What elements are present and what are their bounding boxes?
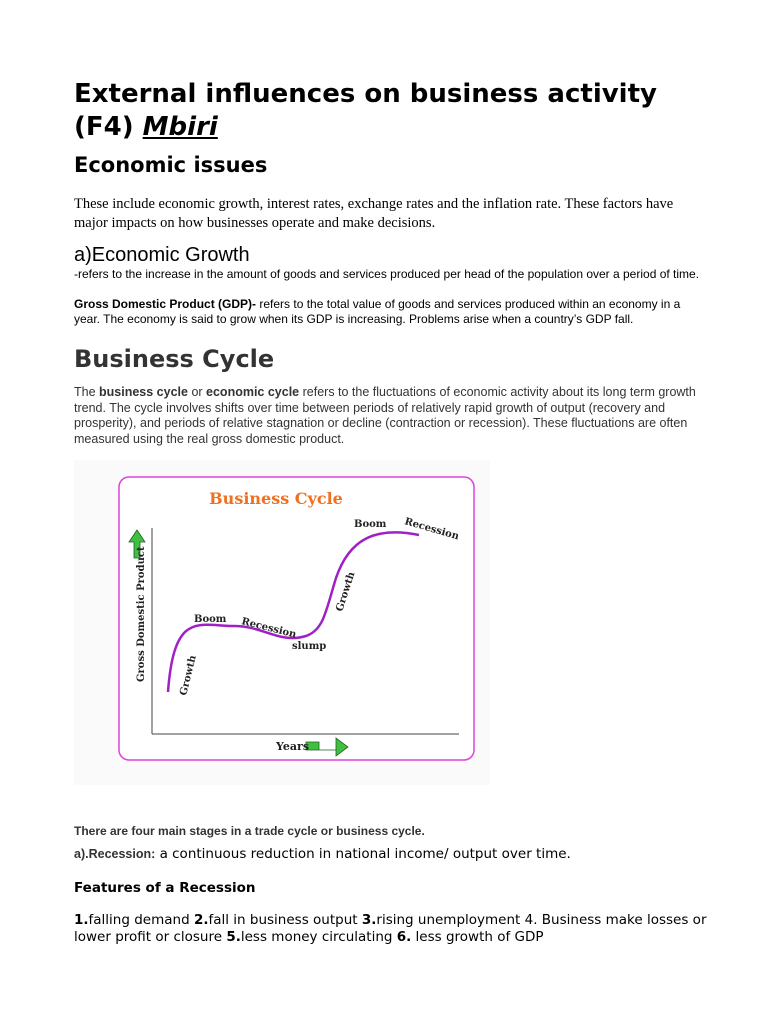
economic-issues-intro: These include economic growth, interest rates, exchange rates and the inflation rate. These factors have major impacts on how businesses operate and make decisions. xyxy=(74,196,674,231)
feature-num-1: 1. xyxy=(74,912,89,928)
gdp-definition xyxy=(74,297,706,327)
title-text: External influences on business activity (F4) xyxy=(74,79,657,142)
recession-label: a).Recession: xyxy=(74,847,156,861)
business-cycle-diagram xyxy=(74,460,490,785)
recession-definition xyxy=(74,846,706,862)
feature-num-2: 2. xyxy=(193,912,209,928)
feature-num-3: 3. xyxy=(361,912,377,928)
gdp-term: Gross Domestic Product (GDP)- xyxy=(74,297,257,311)
feature-text-1: falling demand xyxy=(88,912,194,928)
feature-text-6: less growth of GDP xyxy=(411,929,544,945)
stages-intro: There are four main stages in a trade cycle or business cycle. xyxy=(74,824,425,838)
label-recession-1: Recession xyxy=(240,616,298,641)
label-recession-2: Recession xyxy=(403,516,461,543)
bc-text-the: The xyxy=(74,385,100,399)
feature-num-6: 6. xyxy=(396,929,412,945)
x-axis-label: Years xyxy=(276,740,310,753)
diagram-frame xyxy=(119,477,474,760)
page-title xyxy=(74,78,714,144)
bc-text-rest: refers to the fluctuations of economic activity about its long term growth trend. The cycle involves shifts over time between periods of relatively rapid growth of output (recovery and prosperity), and periods of relative stagnation or decline (contraction or recession). These fluctuations are often measured using the real gross domestic product. xyxy=(74,385,696,446)
feature-text-2: fall in business output xyxy=(208,912,362,928)
feature-text-3: rising unemployment 4. Business make losses or lower profit or closure xyxy=(74,912,707,945)
business-cycle-figure xyxy=(74,460,490,785)
bc-text-or: or xyxy=(187,385,207,399)
diagram-title: Business Cycle xyxy=(209,489,343,508)
label-growth-1: Growth xyxy=(178,654,199,697)
label-slump: slump xyxy=(292,641,327,652)
economic-issues-heading: Economic issues xyxy=(74,153,268,177)
bc-term-business-cycle: business cycle xyxy=(99,385,188,399)
label-growth-2: Growth xyxy=(334,570,358,613)
business-cycle-paragraph xyxy=(74,385,706,447)
bc-term-economic-cycle: economic cycle xyxy=(206,385,300,399)
label-boom-2: Boom xyxy=(354,519,387,530)
business-cycle-heading: Business Cycle xyxy=(74,345,275,373)
gdp-definition-text: refers to the total value of goods and services produced within an economy in a year. The economy is said to grow when its GDP is increasing. Problems arise when a country’s GDP fall. xyxy=(74,297,681,326)
economic-growth-heading: a)Economic Growth xyxy=(74,244,250,266)
title-author: Mbiri xyxy=(142,112,218,142)
y-axis-label: Gross Domestic Product xyxy=(136,546,147,682)
economic-growth-definition: -refers to the increase in the amount of goods and services produced per head of the population over a period of time. xyxy=(74,267,700,281)
label-boom-1: Boom xyxy=(194,614,227,625)
feature-num-5: 5. xyxy=(226,929,241,945)
features-heading: Features of a Recession xyxy=(74,880,256,896)
feature-text-5: less money circulating xyxy=(240,929,397,945)
recession-definition-text: a continuous reduction in national income/ output over time. xyxy=(155,846,571,862)
features-list xyxy=(74,912,714,946)
